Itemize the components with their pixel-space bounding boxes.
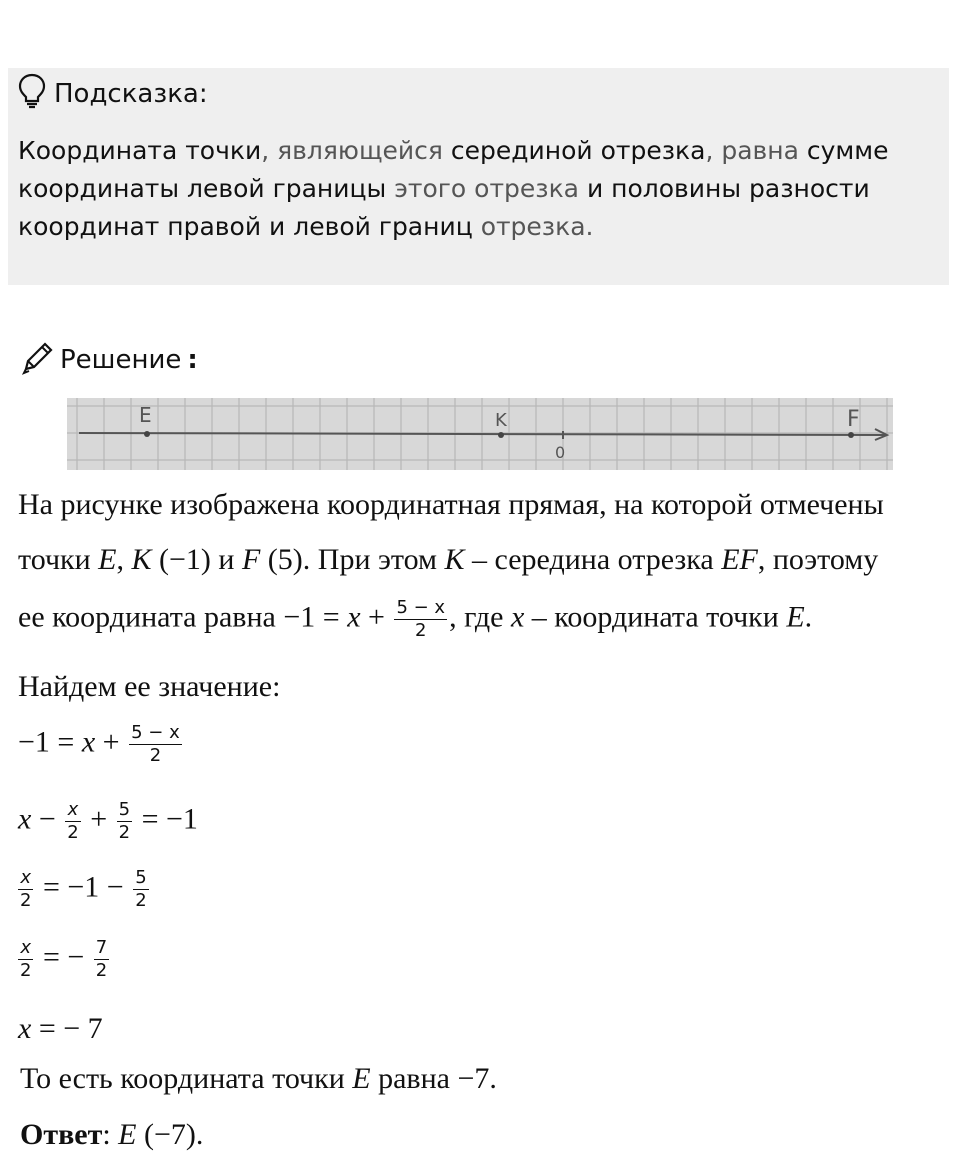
- paragraph-line-1: На рисунке изображена координатная прямая, на которой отмечены: [18, 488, 884, 521]
- equation-3: $\frac{x}{2}$ = −1 − $\frac{5}{2}$: [20, 867, 147, 911]
- hint-segment: сумме координаты левой границы: [18, 136, 889, 203]
- hint-segment: Координата точки: [18, 136, 262, 165]
- hint-segment: , равна: [705, 136, 807, 165]
- hint-segment: и половины разности координат правой и левой границ: [18, 174, 870, 241]
- solution-title-colon: :: [187, 345, 198, 375]
- lightbulb-icon: [18, 73, 46, 116]
- hint-title: Подсказка:: [54, 79, 208, 109]
- equation-2: x − $\frac{x}{2}$ + $\frac{5}{2}$ = −1: [18, 799, 198, 843]
- conclusion: То есть координата точки E равна −7.: [20, 1062, 497, 1095]
- hint-text: [18, 132, 938, 246]
- hint-segment: отрезка.: [472, 212, 594, 241]
- hint-header: [18, 76, 208, 112]
- label-zero: 0: [555, 443, 566, 462]
- label-f: F: [847, 407, 860, 432]
- hint-segment: этого отрезка: [386, 174, 587, 203]
- answer: Ответ: E (−7).: [20, 1118, 204, 1151]
- equation-1: −1 = x + $\frac{5 - x}{2}$: [18, 722, 180, 766]
- paragraph-line-2: точки E, K (−1) и F (5). При этом K – середина отрезка EF, поэтому: [18, 543, 879, 576]
- answer-label: Ответ: [20, 1118, 103, 1151]
- label-k: K: [495, 410, 507, 431]
- paragraph-line-3: ее координата равна −1 = x + $\frac{5 - x}{2}$ , где x – координата точки E.: [18, 597, 813, 641]
- hint-segment: , являющейся: [261, 136, 451, 165]
- equation-4: $\frac{x}{2}$ = − $\frac{7}{2}$: [20, 937, 108, 981]
- solution-title: Решение: [60, 345, 182, 375]
- hint-segment: серединой отрезка: [450, 136, 706, 165]
- point-k: [498, 432, 504, 438]
- number-line-photo: [67, 398, 893, 470]
- point-f: [848, 432, 854, 438]
- point-e: [144, 431, 150, 437]
- find-text: Найдем ее значение:: [18, 670, 281, 703]
- equation-5: x = − 7: [18, 1012, 103, 1045]
- fraction: $\frac{5 - x}{2}$: [396, 597, 446, 641]
- label-e: E: [139, 403, 152, 427]
- solution-header: [20, 340, 198, 380]
- pencil-icon: [20, 339, 54, 382]
